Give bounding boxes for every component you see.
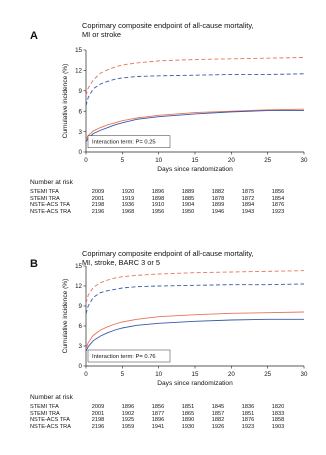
series-line: [86, 312, 304, 349]
risk-count: 1858: [271, 417, 285, 424]
risk-table-row: [30, 417, 293, 424]
risk-count: 1876: [241, 417, 255, 424]
risk-count: 1956: [151, 209, 165, 216]
risk-table-header: Number at risk: [30, 394, 73, 401]
risk-group-name: STEMI TRA: [30, 195, 60, 202]
risk-count: 1950: [181, 209, 195, 216]
series-line: [86, 74, 304, 106]
panel-label: A: [30, 30, 38, 42]
risk-count: 1946: [211, 209, 225, 216]
interaction-label: Interaction term: P= 0.76: [92, 354, 156, 360]
risk-count: 1872: [241, 195, 255, 202]
risk-group-name: STEMI TFA: [30, 403, 59, 410]
risk-count: 1896: [151, 188, 165, 195]
risk-count: 2001: [91, 410, 105, 417]
risk-group-name: NSTE-ACS TRA: [30, 209, 71, 216]
risk-count: 1926: [211, 424, 225, 431]
risk-count: 1889: [181, 188, 195, 195]
number-at-risk-table: [30, 180, 293, 216]
risk-table-row: [30, 424, 293, 431]
risk-count: 1896: [121, 403, 135, 410]
risk-count: 1925: [121, 417, 135, 424]
y-tick-label: 6: [78, 323, 82, 331]
y-tick-label: 12: [75, 67, 82, 75]
risk-count: 1845: [211, 403, 225, 410]
risk-count: 1851: [181, 403, 195, 410]
risk-count: 1910: [151, 202, 165, 209]
risk-count: 1878: [211, 195, 225, 202]
risk-count: 1902: [121, 410, 135, 417]
risk-count: 1894: [241, 202, 255, 209]
risk-group-name: NSTE-ACS TFA: [30, 202, 70, 209]
y-tick-label: 0: [78, 149, 82, 157]
y-tick-label: 3: [78, 343, 82, 351]
x-tick-label: 0: [84, 371, 88, 378]
interaction-label: Interaction term: P= 0.25: [92, 139, 156, 146]
risk-table-row: [30, 411, 293, 418]
y-tick-label: 15: [75, 263, 82, 271]
chart-title-line: Coprimary composite endpoint of all-cause mortality,: [82, 249, 254, 258]
risk-table-row: [30, 189, 293, 196]
risk-group-name: STEMI TFA: [30, 188, 59, 195]
risk-count: 1885: [181, 195, 195, 202]
risk-table-row: [30, 202, 293, 209]
series-line: [86, 319, 304, 351]
risk-count: 1890: [181, 417, 195, 424]
risk-count: 1851: [241, 410, 255, 417]
risk-count: 1943: [241, 209, 255, 216]
x-axis-label: Days since randomization: [157, 380, 233, 387]
risk-count: 1856: [151, 403, 165, 410]
risk-count: 1833: [271, 410, 285, 417]
risk-count: 2009: [91, 188, 105, 195]
risk-table-row: [30, 196, 293, 203]
x-tick-label: 5: [120, 157, 125, 164]
x-tick-label: 10: [155, 157, 163, 164]
risk-count: 1968: [121, 209, 135, 216]
x-tick-label: 30: [300, 371, 308, 378]
y-tick-label: 6: [78, 108, 82, 116]
risk-count: 1903: [271, 424, 285, 431]
series-line: [86, 271, 304, 304]
risk-count: 1875: [241, 188, 255, 195]
x-tick-label: 5: [120, 371, 125, 378]
y-axis-label: Cumulative incidence (%): [62, 278, 69, 354]
y-axis-label: Cumulative incidence (%): [62, 63, 69, 139]
risk-count: 2198: [91, 417, 105, 424]
y-tick-label: 15: [75, 47, 82, 55]
x-tick-label: 15: [191, 371, 199, 378]
risk-count: 1919: [121, 195, 135, 202]
x-tick-label: 0: [84, 157, 88, 164]
risk-count: 1856: [271, 188, 285, 195]
risk-count: 1959: [121, 424, 135, 431]
risk-count: 1930: [181, 424, 195, 431]
risk-count: 2198: [91, 202, 105, 209]
y-tick-label: 9: [78, 303, 82, 311]
risk-count: 2009: [91, 403, 105, 410]
x-tick-label: 25: [264, 157, 272, 164]
risk-table-row: [30, 404, 293, 411]
x-tick-label: 20: [227, 371, 235, 378]
risk-count: 1854: [271, 195, 285, 202]
chart-title-line: MI, stroke, BARC 3 or 5: [82, 257, 161, 267]
risk-group-name: NSTE-ACS TRA: [30, 424, 71, 431]
series-line: [86, 57, 304, 95]
risk-count: 2196: [91, 424, 105, 431]
risk-count: 1836: [241, 403, 255, 410]
risk-count: 2196: [91, 209, 105, 216]
y-tick-label: 12: [75, 283, 82, 291]
risk-table-header: Number at risk: [30, 179, 73, 186]
risk-group-name: NSTE-ACS TFA: [30, 417, 70, 424]
risk-count: 1876: [271, 202, 285, 209]
risk-count: 1923: [271, 209, 285, 216]
y-tick-label: 3: [78, 128, 82, 136]
risk-count: 1820: [271, 403, 285, 410]
risk-count: 1941: [151, 424, 165, 431]
x-tick-label: 20: [227, 157, 235, 164]
risk-table-row: [30, 209, 293, 216]
x-tick-label: 15: [191, 157, 199, 164]
risk-count: 1898: [151, 195, 165, 202]
x-tick-label: 25: [264, 371, 272, 378]
risk-count: 1882: [211, 417, 225, 424]
risk-count: 1899: [211, 202, 225, 209]
chart-title-line: MI or stroke: [82, 29, 122, 39]
risk-count: 1904: [181, 202, 195, 209]
risk-group-name: STEMI TRA: [30, 410, 60, 417]
number-at-risk-table: [30, 395, 293, 431]
risk-count: 1896: [151, 417, 165, 424]
x-axis-label: Days since randomization: [157, 166, 233, 173]
risk-count: 1920: [121, 188, 135, 195]
risk-count: 1865: [181, 410, 195, 417]
panel-label: B: [30, 258, 38, 270]
series-line: [86, 284, 304, 314]
x-tick-label: 10: [155, 371, 163, 378]
risk-count: 1936: [121, 202, 135, 209]
risk-count: 1877: [151, 410, 165, 417]
risk-count: 1882: [211, 188, 225, 195]
risk-count: 1857: [211, 410, 225, 417]
panel-b: [0, 228, 326, 455]
risk-count: 2001: [91, 195, 105, 202]
y-tick-label: 0: [78, 363, 82, 371]
x-tick-label: 30: [300, 157, 308, 164]
y-tick-label: 9: [78, 88, 82, 95]
risk-count: 1923: [241, 424, 255, 431]
chart-title-line: Coprimary composite endpoint of all-cause mortality,: [82, 21, 254, 30]
